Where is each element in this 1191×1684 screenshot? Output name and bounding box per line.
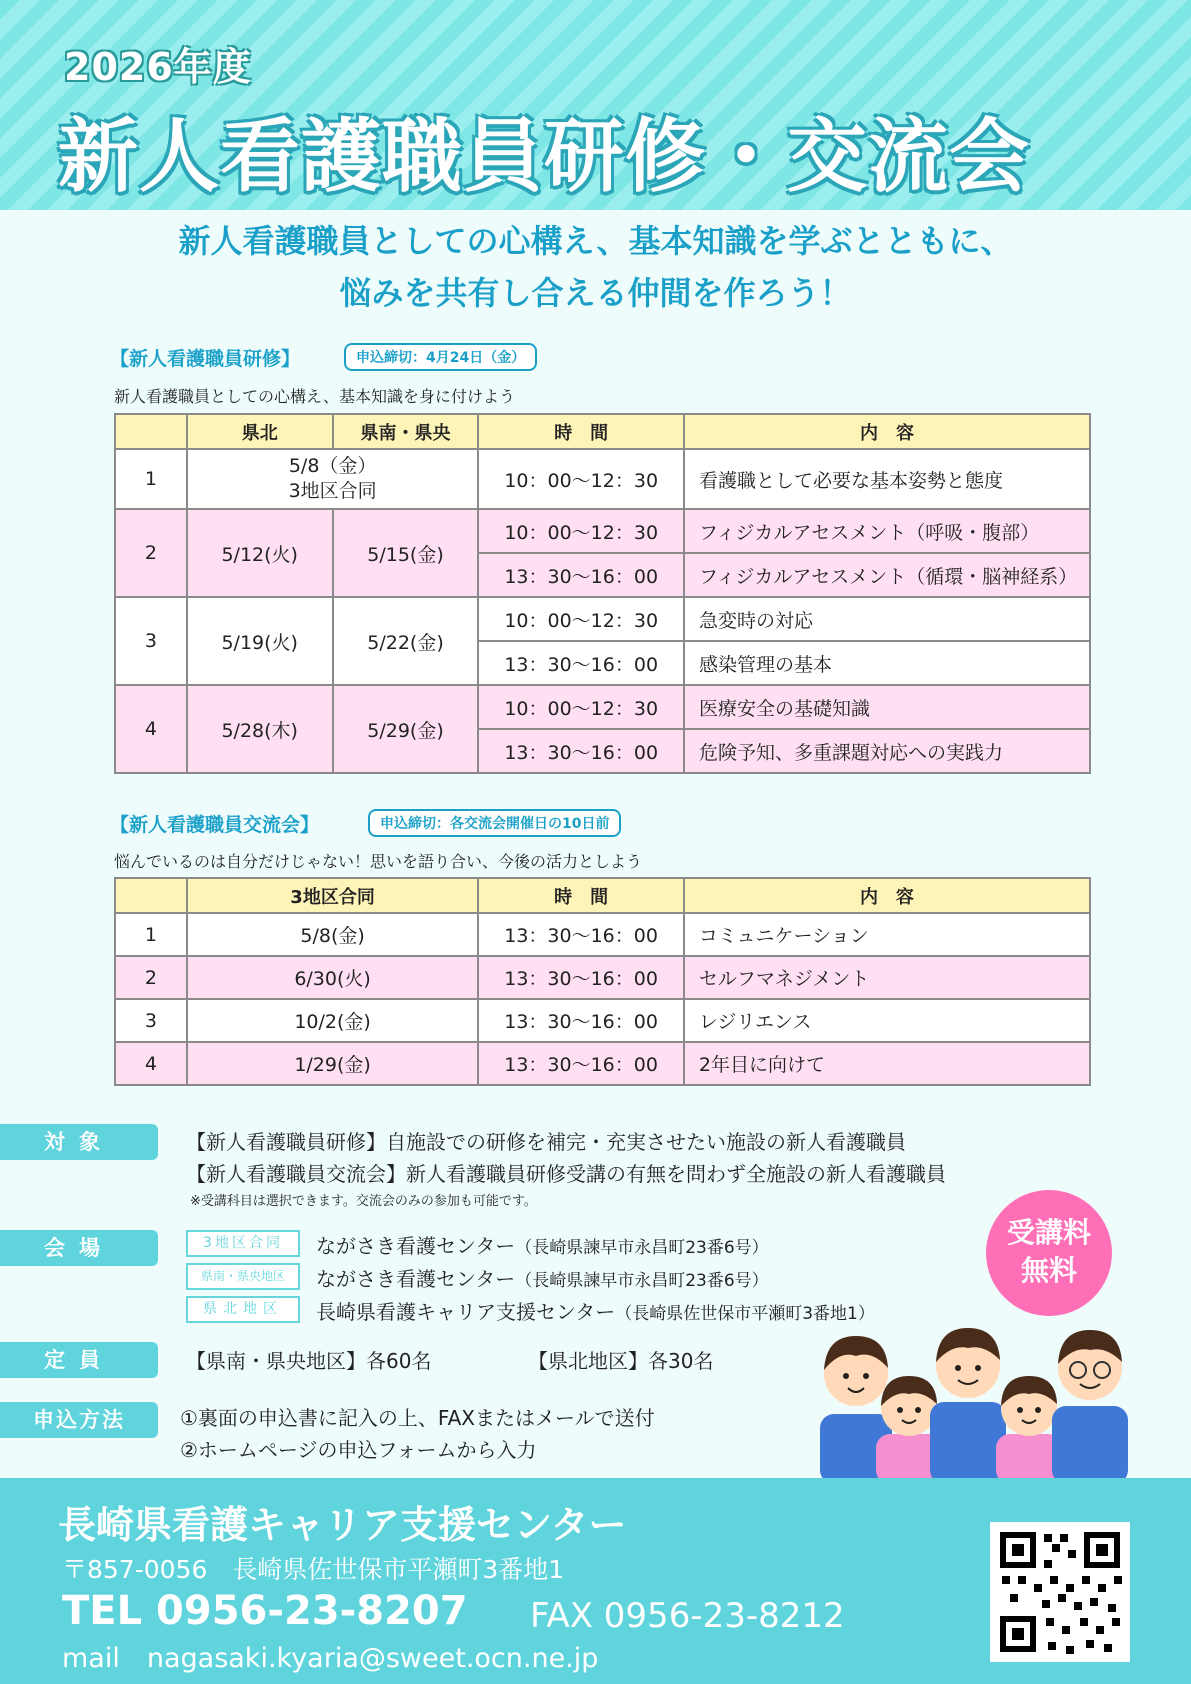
footer-address: 〒857-0056 長崎県佐世保市平瀬町3番地1 — [62, 1555, 565, 1584]
event-date: 6/30(火) — [187, 956, 478, 999]
joint-label: 3地区合同 — [288, 480, 377, 502]
exchange-heading: 【新人看護職員交流会】 — [110, 814, 320, 836]
qr-code[interactable] — [990, 1522, 1130, 1662]
nurse-figure — [1052, 1330, 1128, 1482]
row-number: 4 — [115, 1042, 187, 1085]
table-row — [115, 913, 1090, 956]
venue-line — [316, 1230, 769, 1259]
table-row — [115, 509, 1090, 553]
free-badge-line1: 受講料 — [1006, 1216, 1091, 1249]
footer-fax: FAX 0956-23-8212 — [530, 1596, 845, 1636]
joint-date — [187, 449, 479, 509]
session-time: 13：30〜16：00 — [478, 641, 684, 685]
event-date: 10/2(金) — [187, 999, 478, 1042]
north-date: 5/28(木) — [187, 685, 333, 773]
venue-line — [316, 1296, 875, 1325]
date-text: 5/8（金） — [288, 455, 377, 477]
table-row — [115, 449, 1090, 509]
session-time: 13：30〜16：00 — [478, 729, 684, 773]
footer-org-name: 長崎県看護キャリア支援センター — [58, 1503, 627, 1547]
event-date: 1/29(金) — [187, 1042, 478, 1085]
session-time: 10：00〜12：30 — [478, 509, 684, 553]
north-date: 5/12(火) — [187, 509, 333, 597]
session-content: 看護職として必要な基本姿勢と態度 — [684, 449, 1090, 509]
session-content: 医療安全の基礎知識 — [684, 685, 1090, 729]
event-time: 13：30〜16：00 — [478, 999, 684, 1042]
col-content: 内 容 — [684, 414, 1090, 449]
session-content: 感染管理の基本 — [684, 641, 1090, 685]
training-heading: 【新人看護職員研修】 — [110, 348, 301, 370]
venue-name: 長崎県看護キャリア支援センター — [316, 1300, 616, 1324]
row-number: 4 — [115, 685, 187, 773]
footer-tel: TEL 0956-23-8207 — [62, 1588, 468, 1634]
event-content: 2年目に向けて — [684, 1042, 1090, 1085]
training-description: 新人看護職員としての心構え、基本知識を身に付けよう — [114, 387, 515, 406]
year-label: 2026年度 — [64, 45, 252, 89]
session-content: フィジカルアセスメント（循環・脳神経系） — [684, 553, 1090, 597]
free-badge — [986, 1190, 1112, 1316]
nurses-illustration — [812, 1322, 1142, 1482]
target-line-2: 【新人看護職員交流会】新人看護職員研修受講の有無を問わず全施設の新人看護職員 — [186, 1162, 946, 1186]
qr-code-icon — [990, 1522, 1130, 1662]
row-number: 2 — [115, 509, 187, 597]
south-date: 5/22(金) — [333, 597, 479, 685]
south-date: 5/29(金) — [333, 685, 479, 773]
row-number: 1 — [115, 913, 187, 956]
col-no — [115, 414, 187, 449]
apply-line-1: ①裏面の申込書に記入の上、FAXまたはメールで送付 — [180, 1406, 655, 1430]
row-number: 3 — [115, 597, 187, 685]
session-time: 10：00〜12：30 — [478, 597, 684, 641]
lead-line-2: 悩みを共有し合える仲間を作ろう！ — [339, 274, 852, 312]
free-badge-line2: 無料 — [1020, 1254, 1077, 1287]
col-south: 県南・県央 — [333, 414, 479, 449]
venue-name: ながさき看護センター — [316, 1234, 516, 1258]
venue-address: （長崎県諫早市永昌町23番6号） — [515, 1271, 769, 1291]
apply-line-2: ②ホームページの申込フォームから入力 — [180, 1438, 537, 1462]
table-row — [115, 999, 1090, 1042]
exchange-table — [114, 877, 1091, 1086]
nurse-figure — [930, 1328, 1006, 1482]
capacity-label: 定員 — [0, 1342, 158, 1378]
table-row — [115, 685, 1090, 729]
lead-line-1: 新人看護職員としての心構え、基本知識を学ぶとともに、 — [178, 222, 1013, 260]
session-content: フィジカルアセスメント（呼吸・腹部） — [684, 509, 1090, 553]
event-time: 13：30〜16：00 — [478, 913, 684, 956]
session-time: 10：00〜12：30 — [478, 685, 684, 729]
training-table — [114, 413, 1091, 774]
venue-tag: 3地区合同 — [186, 1230, 300, 1257]
venue-address: （長崎県佐世保市平瀬町3番地1） — [615, 1304, 875, 1324]
col-content: 内 容 — [684, 878, 1090, 913]
col-no — [115, 878, 187, 913]
venue-address: （長崎県諫早市永昌町23番6号） — [515, 1238, 769, 1258]
table-header-row — [115, 878, 1090, 913]
capacity-south: 【県南・県央地区】各60名 — [186, 1349, 432, 1373]
event-date: 5/8(金) — [187, 913, 478, 956]
target-note: ※受講科目は選択できます。交流会のみの参加も可能です。 — [190, 1194, 537, 1209]
apply-label: 申込方法 — [0, 1402, 158, 1438]
table-header-row — [115, 414, 1090, 449]
col-north: 県北 — [187, 414, 333, 449]
exchange-description: 悩んでいるのは自分だけじゃない！思いを語り合い、今後の活力としよう — [114, 852, 643, 871]
col-date: 3地区合同 — [187, 878, 478, 913]
col-time: 時 間 — [478, 414, 684, 449]
col-time: 時 間 — [478, 878, 684, 913]
row-number: 1 — [115, 449, 187, 509]
south-date: 5/15(金) — [333, 509, 479, 597]
north-date: 5/19(火) — [187, 597, 333, 685]
event-content: コミュニケーション — [684, 913, 1090, 956]
table-row — [115, 956, 1090, 999]
event-content: セルフマネジメント — [684, 956, 1090, 999]
venue-name: ながさき看護センター — [316, 1267, 516, 1291]
exchange-deadline-badge: 申込締切：各交流会開催日の10日前 — [368, 809, 621, 837]
target-line-1: 【新人看護職員研修】自施設での研修を補完・充実させたい施設の新人看護職員 — [186, 1130, 906, 1154]
session-content: 危険予知、多重課題対応への実践力 — [684, 729, 1090, 773]
venue-tag: 県北地区 — [186, 1296, 300, 1323]
training-deadline-badge: 申込締切：4月24日（金） — [344, 343, 537, 371]
capacity-north: 【県北地区】各30名 — [528, 1349, 714, 1373]
venue-line — [316, 1263, 769, 1292]
venue-label: 会場 — [0, 1230, 158, 1266]
venue-tag: 県南・県央地区 — [186, 1263, 300, 1290]
session-time: 13：30〜16：00 — [478, 553, 684, 597]
row-number: 2 — [115, 956, 187, 999]
page-title: 新人看護職員研修・交流会 — [58, 110, 1030, 203]
event-time: 13：30〜16：00 — [478, 1042, 684, 1085]
event-content: レジリエンス — [684, 999, 1090, 1042]
event-time: 13：30〜16：00 — [478, 956, 684, 999]
target-label: 対象 — [0, 1124, 158, 1160]
footer-mail[interactable]: mail nagasaki.kyaria@sweet.ocn.ne.jp — [62, 1643, 599, 1674]
table-row — [115, 597, 1090, 641]
session-time: 10：00〜12：30 — [478, 449, 684, 509]
table-row — [115, 1042, 1090, 1085]
row-number: 3 — [115, 999, 187, 1042]
session-content: 急変時の対応 — [684, 597, 1090, 641]
